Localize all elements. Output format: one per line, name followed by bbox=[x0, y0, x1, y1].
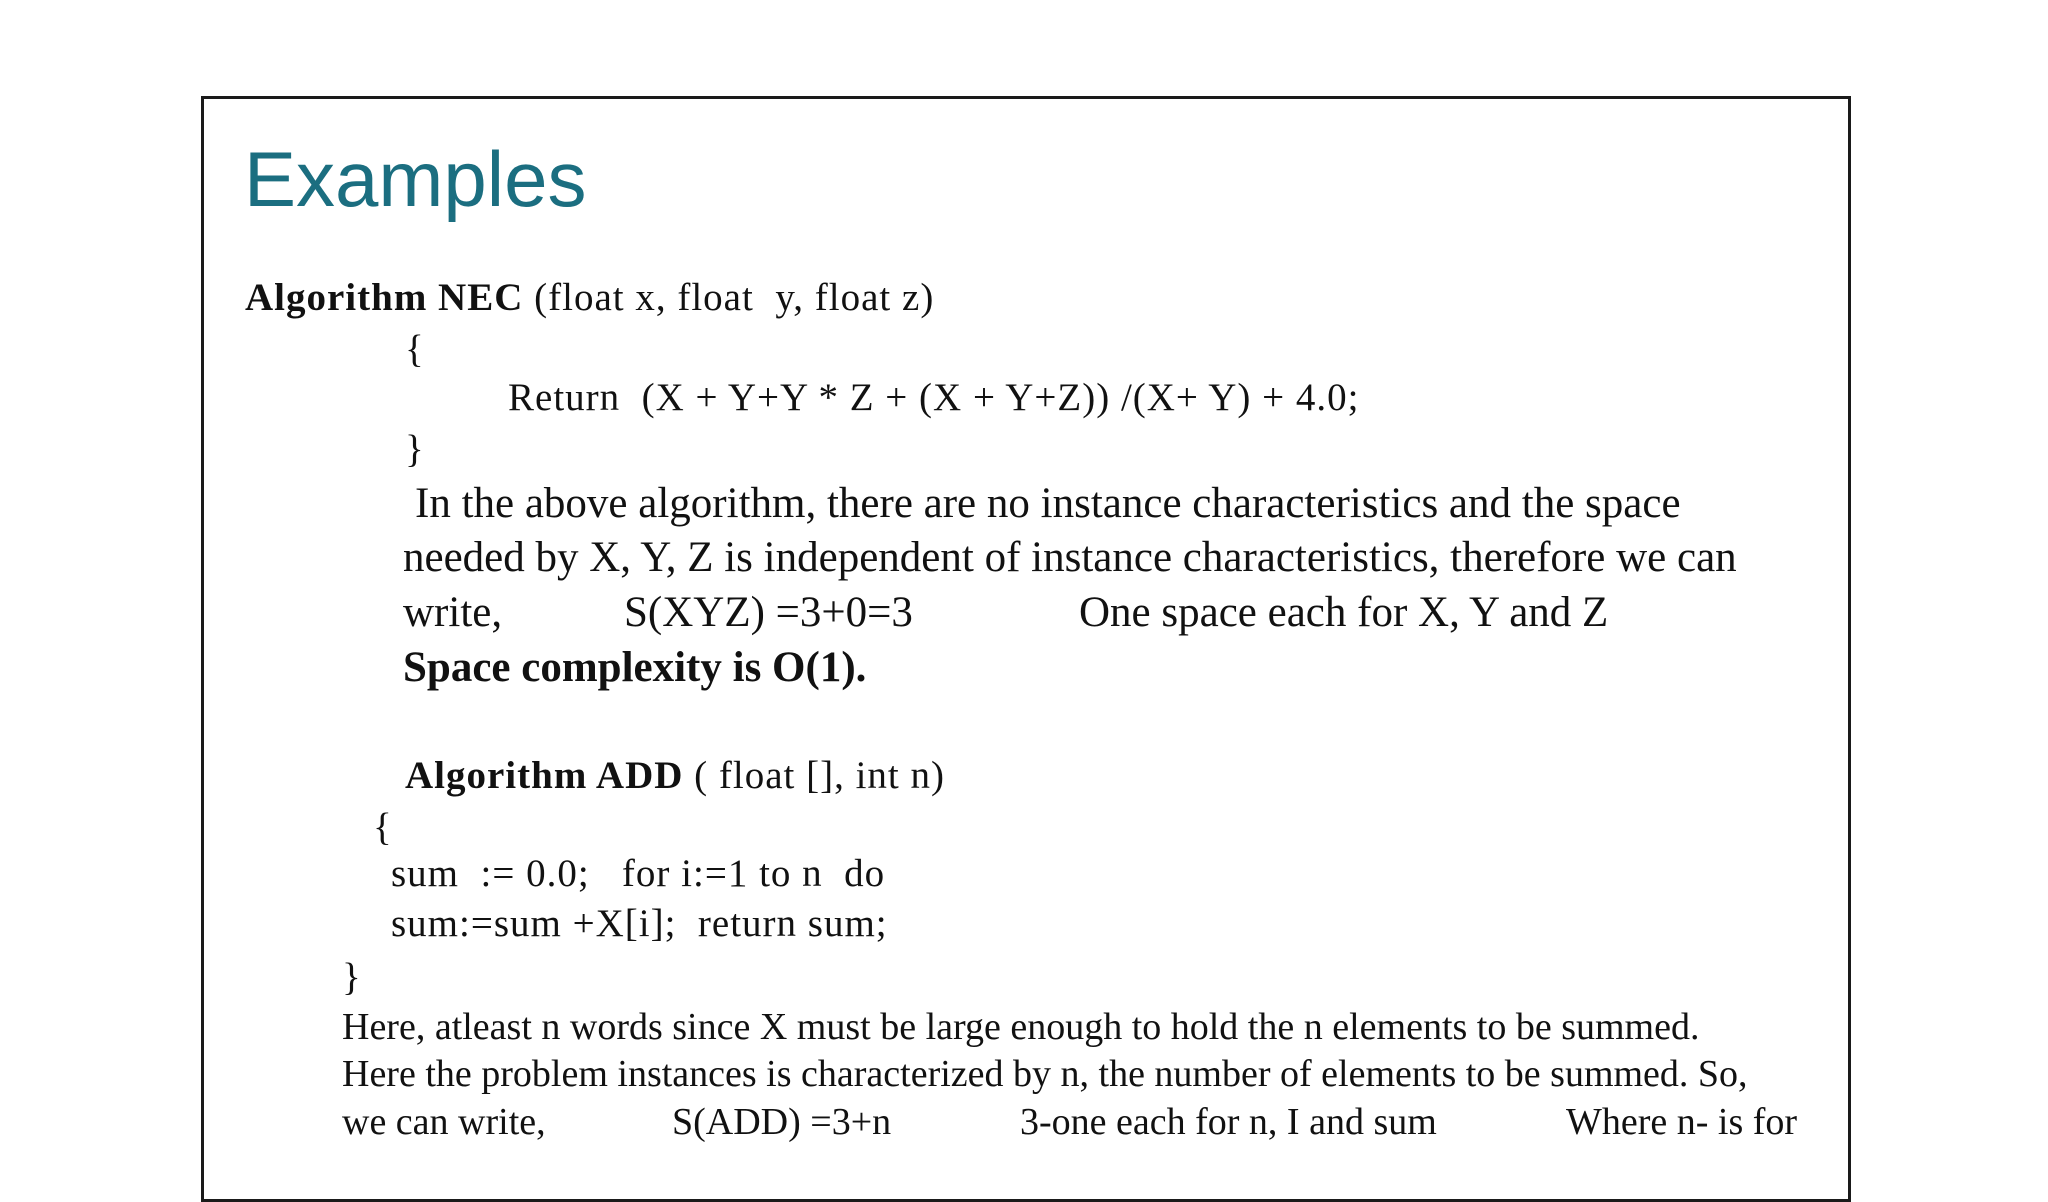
add-header bbox=[405, 756, 945, 795]
nec-header-params: (float x, float y, float z) bbox=[523, 276, 935, 319]
add-space-note: 3-one each for n, I and sum bbox=[1020, 1101, 1437, 1143]
slide-title: Examples bbox=[244, 135, 587, 223]
add-explain-line-2: Here the problem instances is characterized by n, the number of elements to be summed. So, bbox=[342, 1053, 1748, 1095]
add-close-brace: } bbox=[342, 956, 362, 999]
nec-explain-line-2: needed by X, Y, Z is independent of instance characteristics, therefore we can bbox=[403, 534, 1737, 581]
nec-close-brace: } bbox=[405, 428, 425, 471]
add-explain-line-1: Here, atleast n words since X must be large enough to hold the n elements to be summed. bbox=[342, 1006, 1700, 1048]
add-body-line-2: sum:=sum +X[i]; return sum; bbox=[391, 902, 888, 945]
nec-return-line: Return (X + Y+Y * Z + (X + Y+Z)) /(X+ Y) + 4.0; bbox=[508, 376, 1360, 419]
nec-header bbox=[245, 278, 934, 317]
add-explain-write: we can write, bbox=[342, 1101, 546, 1143]
nec-explain-line-1: In the above algorithm, there are no instance characteristics and the space bbox=[415, 480, 1681, 527]
add-open-brace: { bbox=[373, 806, 393, 849]
add-explain-tail: Where n- is for bbox=[1566, 1101, 1798, 1143]
nec-header-keyword: Algorithm NEC bbox=[245, 276, 524, 319]
add-body-line-1: sum := 0.0; for i:=1 to n do bbox=[391, 852, 886, 895]
nec-space-note: One space each for X, Y and Z bbox=[1079, 589, 1609, 636]
add-space-formula: S(ADD) =3+n bbox=[672, 1101, 892, 1143]
add-header-keyword: Algorithm ADD bbox=[405, 754, 684, 797]
nec-space-formula: S(XYZ) =3+0=3 bbox=[624, 589, 913, 636]
nec-open-brace: { bbox=[405, 328, 425, 371]
nec-explain-write: write, bbox=[403, 589, 503, 636]
nec-conclusion: Space complexity is O(1). bbox=[403, 644, 867, 691]
add-header-params: ( float [], int n) bbox=[683, 754, 945, 797]
